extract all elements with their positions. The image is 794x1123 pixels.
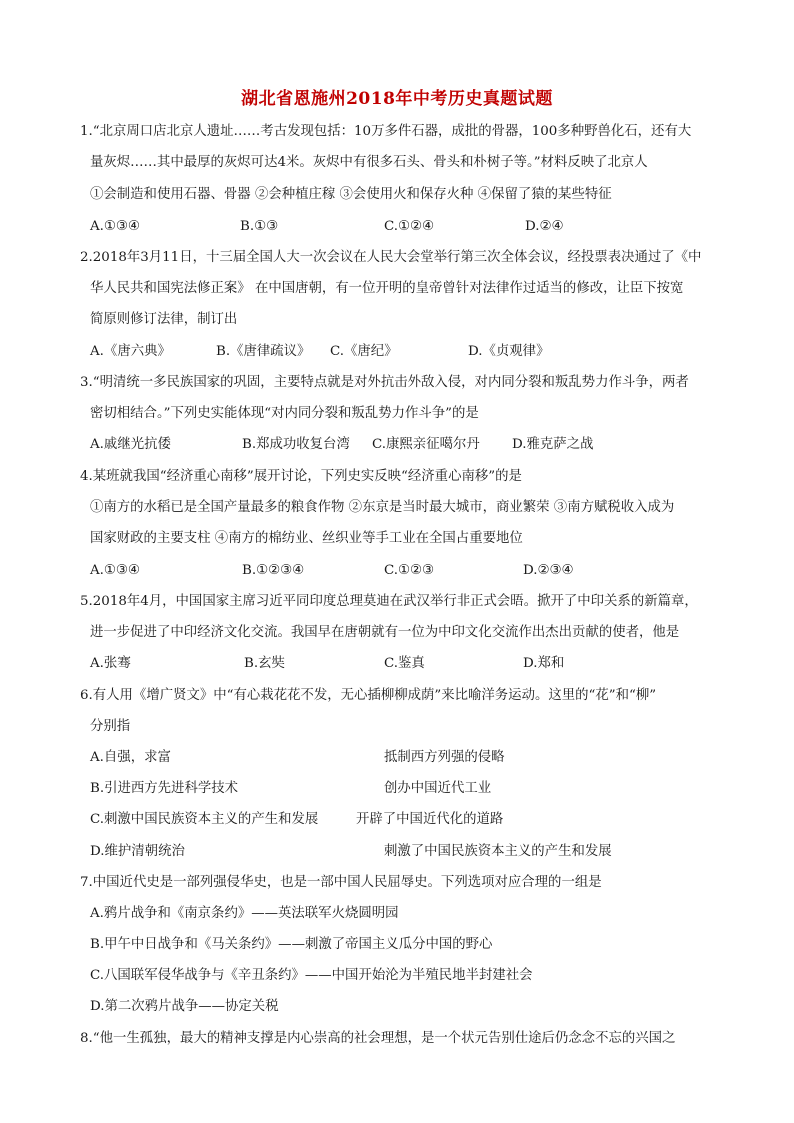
q4-line-1: 4.某班就我国“经济重心南移”展开讨论，下列史实反映“经济重心南移”的是 bbox=[80, 469, 522, 484]
q4-option-a: A.①③④ bbox=[90, 563, 140, 578]
q7-option-b: B.甲午中日战争和《马关条约》——刺激了帝国主义瓜分中国的野心 bbox=[90, 937, 493, 952]
q5-option-b: B.玄奘 bbox=[244, 656, 285, 671]
q6-line-2: 分别指 bbox=[90, 719, 131, 734]
q3-option-c: C.康熙亲征噶尔丹 bbox=[372, 437, 480, 452]
q2-option-b: B.《唐律疏议》 bbox=[216, 344, 311, 359]
q2-option-a: A.《唐六典》 bbox=[90, 344, 171, 359]
q2-option-c: C.《唐纪》 bbox=[330, 344, 398, 359]
q6-option-c-left: C.刺激中国民族资本主义的产生和发展 bbox=[90, 812, 319, 827]
q6-option-a-right: 抵制西方列强的侵略 bbox=[384, 750, 505, 765]
q3-option-d: D.雅克萨之战 bbox=[512, 437, 594, 452]
q4-option-c: C.①②③ bbox=[384, 563, 435, 578]
q1-option-d: D.②④ bbox=[525, 219, 564, 234]
q6-line-1: 6.有人用《增广贤文》中“有心栽花花不发，无心插柳柳成荫”来比喻洋务运动。这里的“花”和“柳” bbox=[80, 688, 657, 703]
q7-option-d: D.第二次鸦片战争——协定关税 bbox=[90, 999, 279, 1014]
q5-line-1: 5.2018年4月，中国国家主席习近平同印度总理莫迪在武汉举行非正式会晤。掀开了中印关系的新篇章， bbox=[80, 594, 698, 609]
q8-line-1: 8.“他一生孤独，最大的精神支撑是内心崇高的社会理想，是一个状元告别仕途后仍念念不忘的兴国之 bbox=[80, 1031, 676, 1046]
q1-option-c: C.①②④ bbox=[384, 219, 435, 234]
q6-option-b-right: 创办中国近代工业 bbox=[384, 781, 492, 796]
q5-option-d: D.郑和 bbox=[523, 656, 565, 671]
q6-option-d-right: 刺激了中国民族资本主义的产生和发展 bbox=[384, 844, 612, 859]
q3-option-b: B.郑成功收复台湾 bbox=[242, 437, 350, 452]
q2-line-1: 2.2018年3月11日，十三届全国人大一次会议在人民大会堂举行第三次全体会议，经投票表决通过了《中 bbox=[80, 250, 702, 265]
q4-line-3: 国家财政的主要支柱 ④南方的棉纺业、丝织业等手工业在全国占重要地位 bbox=[90, 531, 523, 546]
q7-option-a: A.鸦片战争和《南京条约》——英法联军火烧圆明园 bbox=[90, 906, 399, 921]
q4-option-b: B.①②③④ bbox=[242, 563, 305, 578]
q4-line-2: ①南方的水稻已是全国产量最多的粮食作物 ②东京是当时最大城市，商业繁荣 ③南方赋税收入成为 bbox=[90, 500, 675, 515]
q1-line-2: 量灰烬……其中最厚的灰烬可达4米。灰烬中有很多石头、骨头和朴树子等。”材料反映了北京人 bbox=[90, 155, 648, 170]
q6-option-d-left: D.维护清朝统治 bbox=[90, 844, 185, 859]
q5-line-2: 进一步促进了中印经济文化交流。我国早在唐朝就有一位为中印文化交流作出杰出贡献的使者，他是 bbox=[90, 625, 680, 640]
q5-option-c: C.鉴真 bbox=[384, 656, 425, 671]
q2-line-3: 简原则修订法律，制订出 bbox=[90, 312, 238, 327]
q4-option-d: D.②③④ bbox=[523, 563, 574, 578]
q1-option-b: B.①③ bbox=[240, 219, 279, 234]
q6-option-a-left: A.自强，求富 bbox=[90, 750, 171, 765]
q1-line-3: ①会制造和使用石器、骨器 ②会种植庄稼 ③会使用火和保存火种 ④保留了猿的某些特征 bbox=[90, 187, 612, 202]
q6-option-c-right: 开辟了中国近代化的道路 bbox=[356, 812, 504, 827]
q2-line-2: 华人民共和国宪法修正案》 在中国唐朝，有一位开明的皇帝曾针对法律作过适当的修改，让臣下按宽 bbox=[90, 281, 684, 296]
q1-option-a: A.①③④ bbox=[90, 219, 140, 234]
q3-line-1: 3.“明清统一多民族国家的巩固，主要特点就是对外抗击外敌入侵，对内同分裂和叛乱势力作斗争，两者 bbox=[80, 375, 689, 390]
q2-option-d: D.《贞观律》 bbox=[468, 344, 550, 359]
q5-option-a: A.张骞 bbox=[90, 656, 131, 671]
q7-option-c: C.八国联军侵华战争与《辛丑条约》——中国开始沦为半殖民地半封建社会 bbox=[90, 968, 533, 983]
q6-option-b-left: B.引进西方先进科学技术 bbox=[90, 781, 239, 796]
q3-line-2: 密切相结合。”下列史实能体现“对内同分裂和叛乱势力作斗争”的是 bbox=[90, 406, 479, 421]
q3-option-a: A.戚继光抗倭 bbox=[90, 437, 171, 452]
q1-line-1: 1.“北京周口店北京人遗址……考古发现包括：10万多件石器，成批的骨器，100多种野兽化石，还有大 bbox=[80, 124, 692, 139]
q7-line-1: 7.中国近代史是一部列强侵华史，也是一部中国人民屈辱史。下列选项对应合理的一组是 bbox=[80, 875, 602, 890]
document-title: 湖北省恩施州2018年中考历史真题试题 bbox=[241, 89, 553, 109]
